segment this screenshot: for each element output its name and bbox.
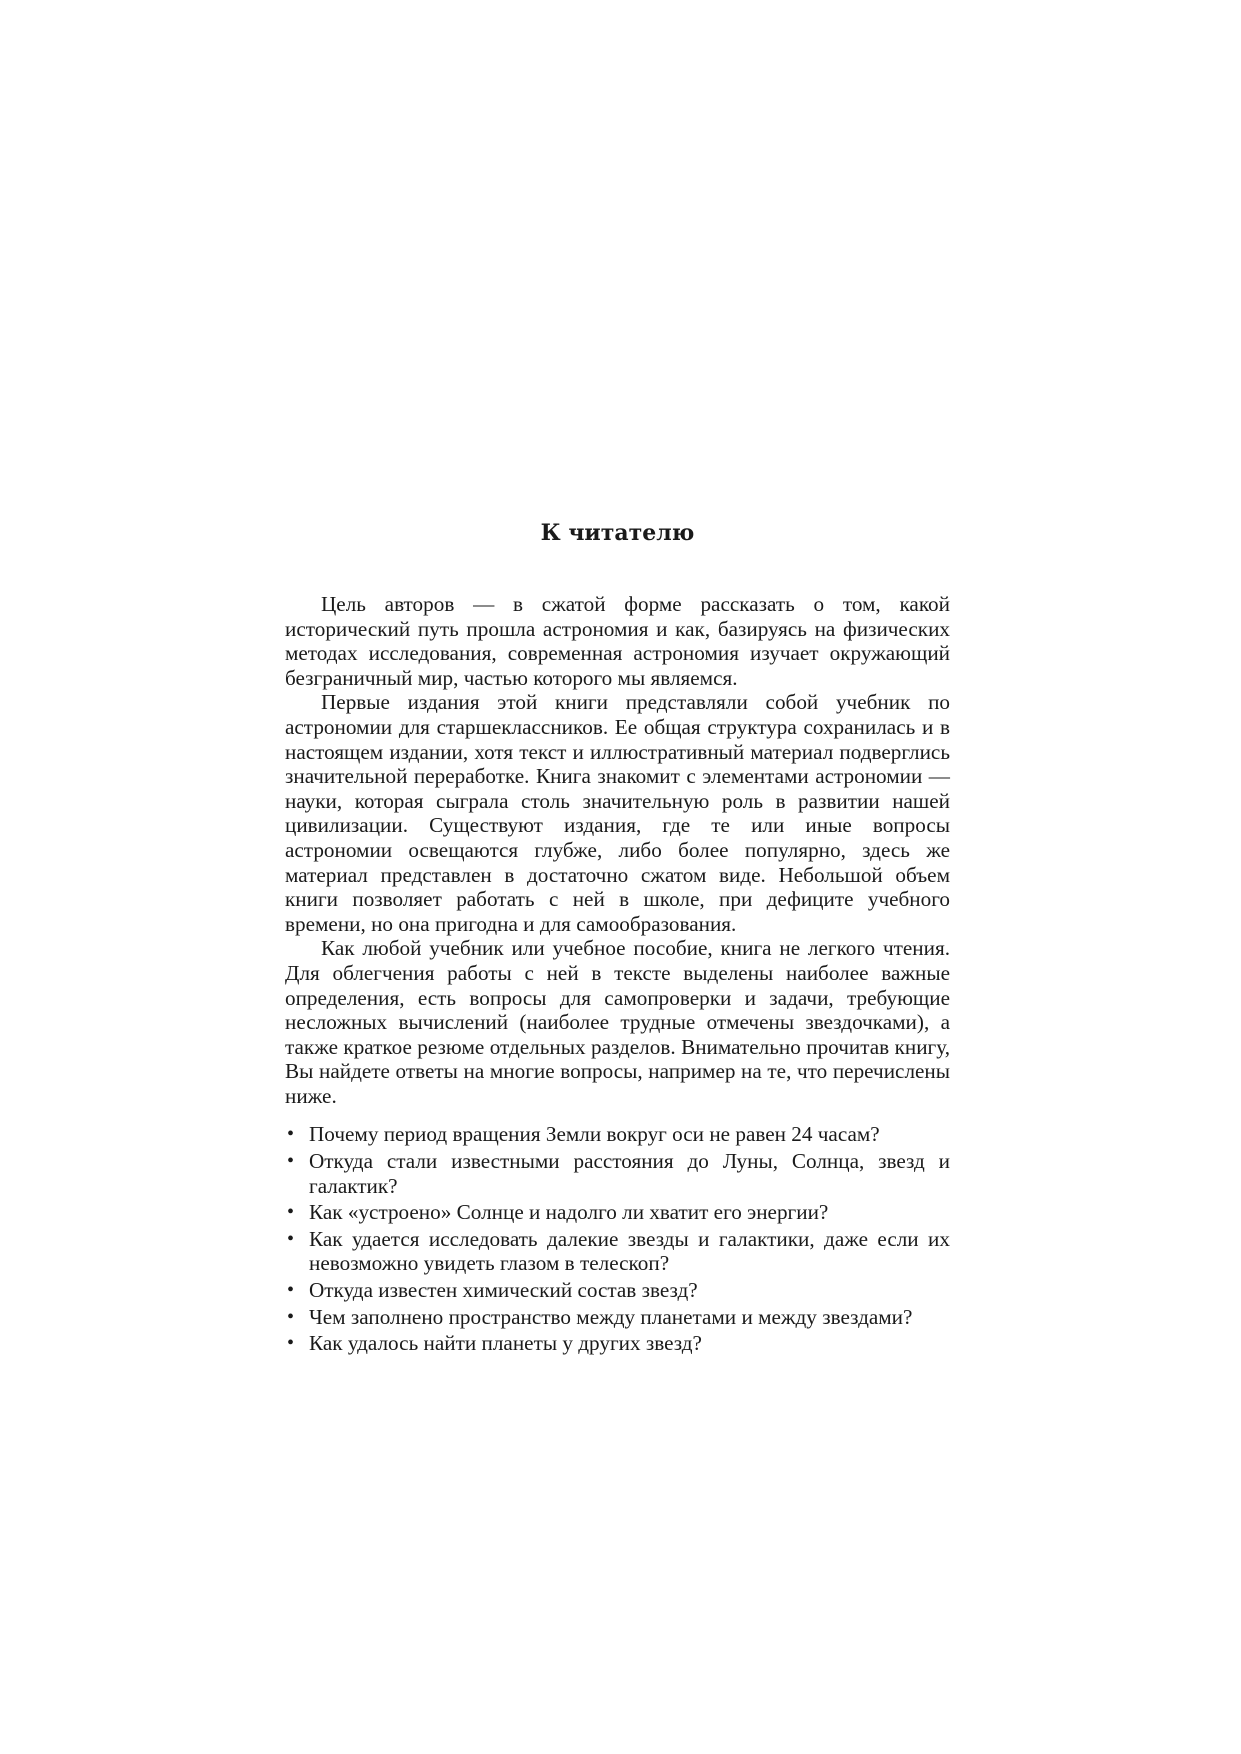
list-item-text: Как удается исследовать далекие звезды и галактики, даже если их невозможно увидеть глазом в телескоп?	[309, 1226, 950, 1276]
paragraph: Первые издания этой книги представляли собой учебник по астрономии для старшеклассников. Ее общая структура сохранилась и в настоящем издании, хотя текст и иллюстративный материал подверглись значительной переработке. Книга знакомит с элементами астрономии — науки, которая сыграла столь значительную роль в развитии нашей цивилизации. Существуют издания, где те или иные вопросы астрономии освещаются глубже, либо более популярно, здесь же материал представлен в достаточно сжатом виде. Небольшой объем книги позволяет работать с ней в школе, при дефиците учебного времени, но она пригодна и для самообразования.	[285, 690, 950, 936]
bullet-icon: •	[287, 1305, 295, 1328]
bullet-icon: •	[287, 1201, 295, 1224]
list-item	[285, 1122, 950, 1147]
list-item	[285, 1278, 950, 1303]
list-item-text: Как «устроено» Солнце и надолго ли хватит его энергии?	[309, 1200, 829, 1225]
bullet-icon: •	[287, 1123, 295, 1146]
list-item	[285, 1227, 950, 1276]
list-item-text: Как удалось найти планеты у других звезд?	[309, 1331, 702, 1356]
bullet-icon: •	[287, 1227, 295, 1250]
bullet-icon: •	[287, 1332, 295, 1355]
list-item	[285, 1305, 950, 1330]
list-item-text: Откуда известен химический состав звезд?	[309, 1278, 698, 1303]
list-item	[285, 1331, 950, 1356]
list-item-text: Чем заполнено пространство между планетами и между звездами?	[309, 1304, 913, 1329]
bullet-icon: •	[287, 1279, 295, 1302]
page-title: К читателю	[540, 520, 695, 546]
text-body	[285, 592, 950, 1358]
question-list	[285, 1122, 950, 1355]
list-item	[285, 1200, 950, 1225]
paragraph: Как любой учебник или учебное пособие, книга не легкого чтения. Для облегчения работы с ней в тексте выделены наиболее важные определения, есть вопросы для самопроверки и задачи, требующие несложных вычислений (наиболее трудные отмечены звездочками), а также краткое резюме отдельных разделов. Внимательно прочитав книгу, Вы найдете ответы на многие вопросы, например на те, что перечислены ниже.	[285, 936, 950, 1108]
paragraph: Цель авторов — в сжатой форме рассказать о том, какой исторический путь прошла астрономия и как, базируясь на физических методах исследования, современная астрономия изучает окружающий безграничный мир, частью которого мы являемся.	[285, 592, 950, 690]
list-item-text: Почему период вращения Земли вокруг оси не равен 24 часам?	[309, 1122, 880, 1147]
list-item-text: Откуда стали известными расстояния до Луны, Солнца, звезд и галактик?	[309, 1149, 950, 1198]
bullet-icon: •	[287, 1150, 295, 1173]
list-item	[285, 1149, 950, 1198]
